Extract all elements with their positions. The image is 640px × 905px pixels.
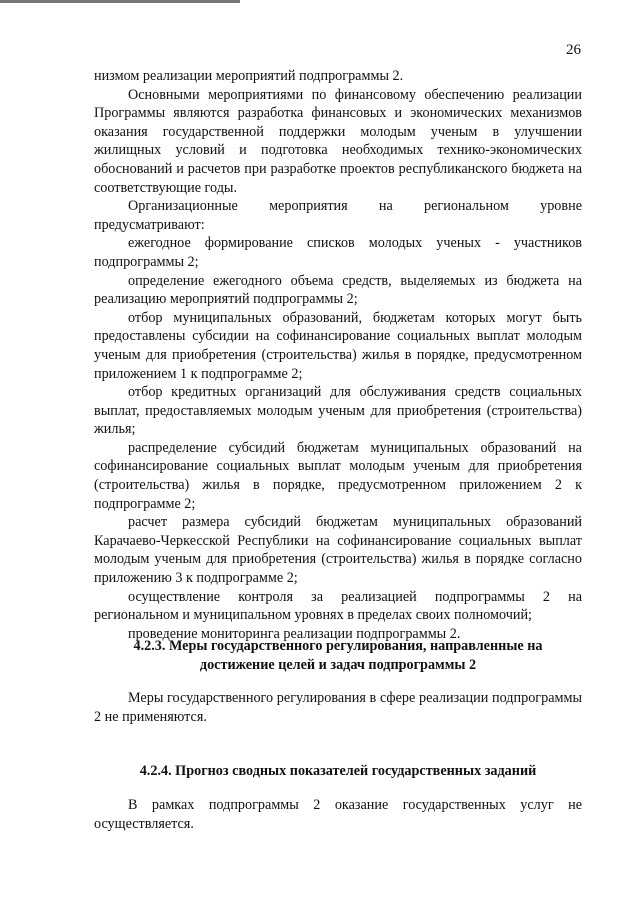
heading-line-2: достижение целей и задач подпрограммы 2 (199, 656, 477, 673)
section-4-2-3-text (94, 689, 582, 726)
paragraph: определение ежегодного объема средств, выделяемых из бюджета на реализацию мероприятий подпрограммы 2; (94, 272, 582, 308)
page-number: 26 (566, 42, 581, 58)
section-4-2-4-text (94, 796, 582, 833)
paragraph: ежегодное формирование списков молодых ученых - участников подпрограммы 2; (94, 235, 582, 270)
scan-edge-line (0, 0, 240, 3)
paragraph: отбор кредитных организаций для обслуживания средств социальных выплат, предоставляемых молодым ученым для приобретения (строительства) жилья; (94, 384, 582, 438)
paragraph: осуществление контроля за реализацией подпрограммы 2 на региональном и муниципальном уровнях в пределах своих полномочий; (94, 588, 582, 624)
section-heading-4-2-3 (94, 637, 582, 674)
paragraph: В рамках подпрограммы 2 оказание государственных услуг не осуществляется. (94, 797, 582, 832)
paragraph: Основными мероприятиями по финансовому обеспечению реализации Программы являются разработка финансовых и экономических механизмов оказания государственной поддержки молодым ученым в улучшении жилищных условий и подготовка необходимых технико-экономических обоснований и расчетов при разработке проектов республиканского бюджета на соответствующие годы. (94, 86, 582, 196)
heading-line-1: 4.2.3. Меры государственного регулирования, направленные на (133, 638, 543, 654)
main-text-block (94, 67, 582, 643)
paragraph: Меры государственного регулирования в сфере реализации подпрограммы 2 не применяются. (94, 690, 582, 725)
paragraph: проведение мониторинга реализации подпрограммы 2. (128, 625, 461, 642)
section-heading-4-2-4: 4.2.4. Прогноз сводных показателей государственных заданий (139, 763, 537, 779)
paragraph: отбор муниципальных образований, бюджетам которых могут быть предоставлены субсидии на софинансирование социальных выплат молодым ученым для приобретения (строительства) жилья в порядке, предусмотренном приложением 1 к подпрограмме 2; (94, 309, 582, 382)
paragraph: Организационные мероприятия на региональном уровне предусматривают: (94, 198, 582, 233)
paragraph: распределение субсидий бюджетам муниципальных образований на софинансирование социальных выплат молодым ученым для приобретения (строительства) жилья в порядке, предусмотренном приложением 2 к подпрограмме 2; (94, 439, 582, 512)
paragraph: низмом реализации мероприятий подпрограммы 2. (94, 68, 404, 84)
paragraph: расчет размера субсидий бюджетам муниципальных образований Карачаево-Черкесской Республики на софинансирование социальных выплат молодым ученым для приобретения (строительства) жилья в порядке согласно приложению 3 к подпрограмме 2; (94, 514, 582, 587)
